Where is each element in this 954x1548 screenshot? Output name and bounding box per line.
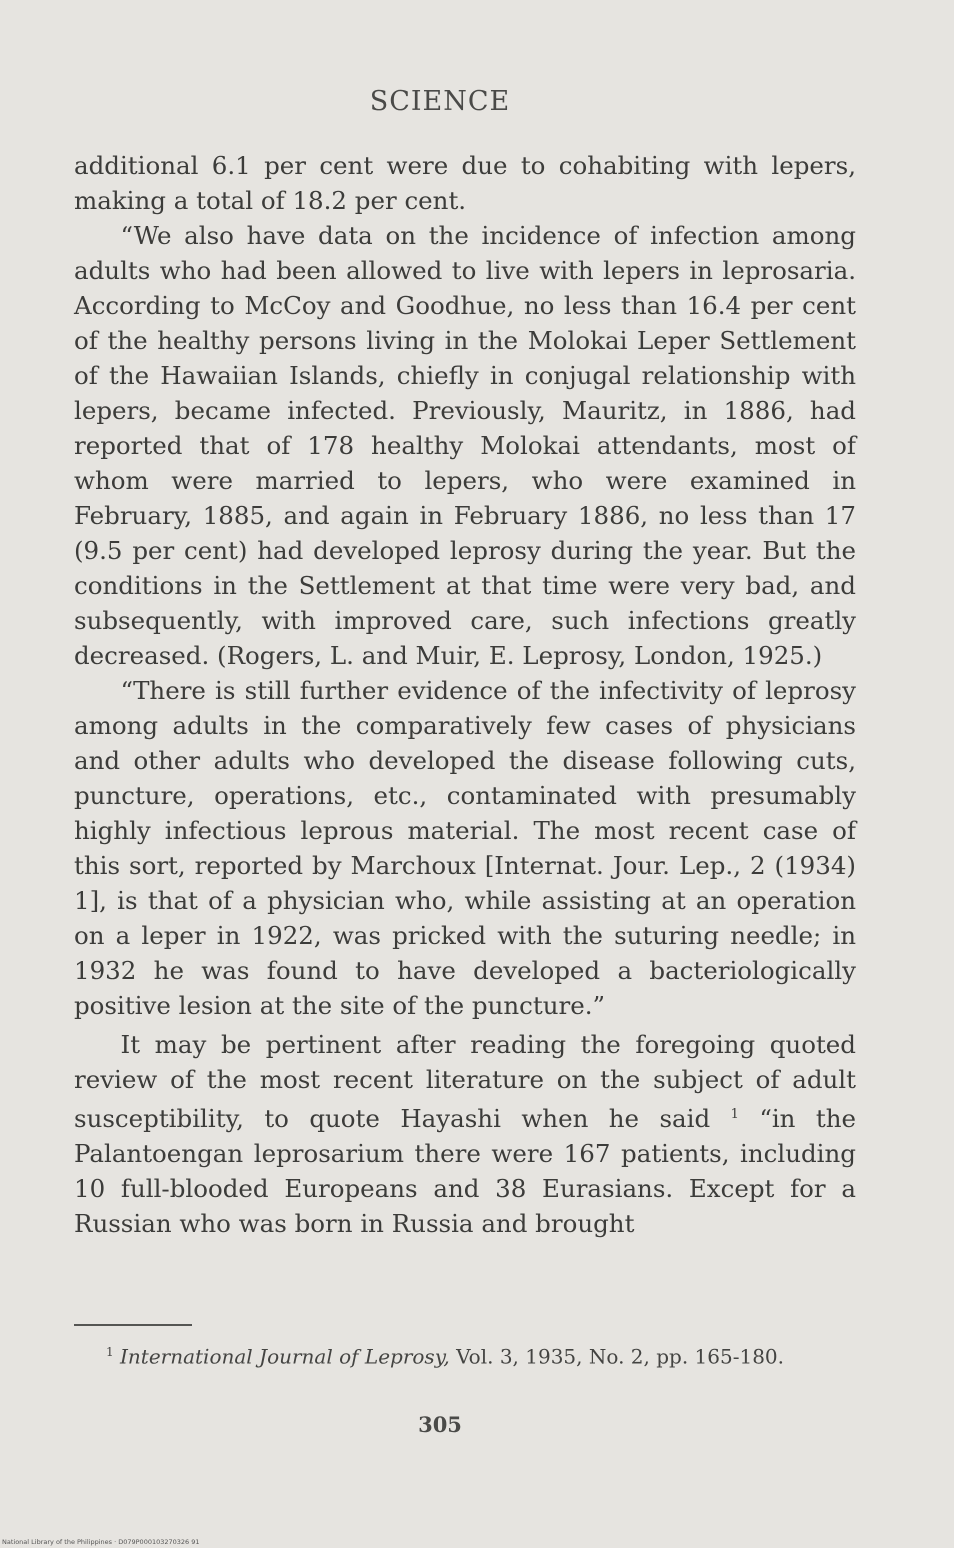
paragraph-4 [74,1027,856,1241]
page-number: 305 [418,1412,462,1437]
paragraph-4-quote: “in the Palantoengan leprosarium there were 167 patients, including 10 full-blooded Europeans and 38 Eurasians. Except for a Russian who was born in Russia and brought [74,1104,856,1239]
footnote-journal: International Journal of Leprosy, [120,1344,450,1369]
scan-credit: National Library of the Philippines · D079P000103270326 91 [2,1538,200,1546]
running-title: SCIENCE [369,86,511,117]
footnote [74,1337,856,1372]
body-text [74,148,856,1241]
footnote-marker: 1 [106,1345,114,1359]
paragraph-4-text: It may be pertinent after reading the foregoing quoted review of the most recent literature on the subject of adult susceptibility, to quote Hayashi when he said [74,1030,856,1134]
footnote-reference[interactable]: 1 [730,1107,739,1122]
footnote-divider [74,1324,192,1326]
paragraph-3: “There is still further evidence of the infectivity of leprosy among adults in the comparatively few cases of physicians and other adults who developed the disease following cuts, puncture, operations, etc., contaminated with presumably highly infectious leprous material. The most recent case of this sort, reported by Marchoux [Internat. Jour. Lep., 2 (1934) 1], is that of a physician who, while assisting at an operation on a leper in 1922, was pricked with the suturing needle; in 1932 he was found to have developed a bacteriologically positive lesion at the site of the puncture.” [74,676,856,1020]
paragraph-1: additional 6.1 per cent were due to cohabiting with lepers, making a total of 18.2 per cent. [74,151,856,215]
footnote-citation: Vol. 3, 1935, No. 2, pp. 165-180. [456,1344,785,1369]
paragraph-2: “We also have data on the incidence of infection among adults who had been allowed to live with lepers in leprosaria. According to McCoy and Goodhue, no less than 16.4 per cent of the healthy persons living in the Molokai Leper Settlement of the Hawaiian Islands, chiefly in conjugal relationship with lepers, became infected. Previously, Mauritz, in 1886, had reported that of 178 healthy Molokai attendants, most of whom were married to lepers, who were examined in February, 1885, and again in February 1886, no less than 17 (9.5 per cent) had developed leprosy during the year. But the conditions in the Settlement at that time were very bad, and subsequently, with improved care, such infections greatly decreased. (Rogers, L. and Muir, E. Leprosy, London, 1925.) [74,221,856,670]
